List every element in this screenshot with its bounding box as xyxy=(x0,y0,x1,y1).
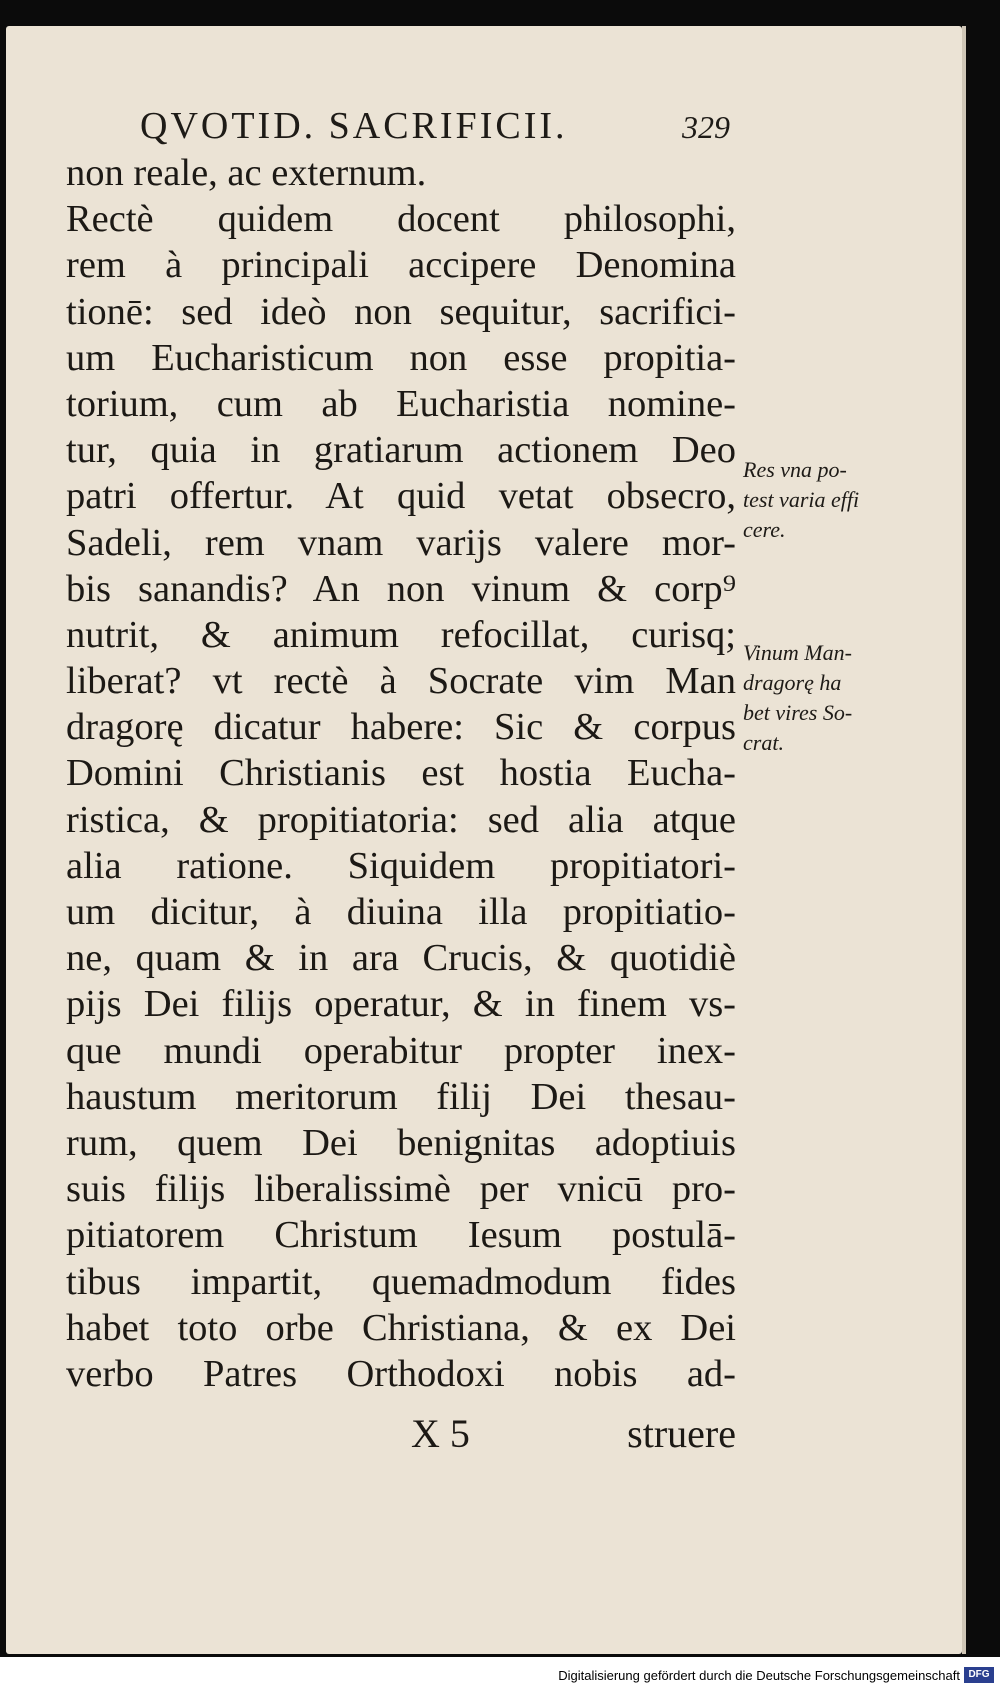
margin-note-line: cere. xyxy=(743,517,786,542)
text-line: verbo Patres Orthodoxi nobis ad- xyxy=(66,1352,736,1395)
margin-note-line: Vinum Man- xyxy=(743,640,852,665)
dfg-logo: DFG xyxy=(964,1667,994,1683)
margin-note-2 xyxy=(743,638,908,758)
main-text xyxy=(66,150,736,1397)
text-line: non reale, ac externum. xyxy=(66,152,427,194)
text-line: suis filijs liberalissimè per vnicū pro- xyxy=(66,1168,736,1211)
running-head-title: QVOTID. SACRIFICII. xyxy=(140,105,568,147)
margin-note-line: test varia effi xyxy=(743,487,860,512)
text-line: tur, quia in gratiarum actionem Deo xyxy=(66,429,736,472)
text-line: bis sanandis? An non vinum & corp⁹ xyxy=(66,567,736,610)
footer-bar xyxy=(0,1657,1000,1689)
text-line: Rectè quidem docent philosophi, xyxy=(66,198,736,241)
text-line: Sadeli, rem vnam varijs valere mor- xyxy=(66,521,736,564)
text-line: dragorę dicatur habere: Sic & corpus xyxy=(66,706,736,749)
text-line: rum, quem Dei benignitas adoptiuis xyxy=(66,1121,736,1164)
text-line: pitiatorem Christum Iesum postulā- xyxy=(66,1214,736,1257)
margin-note-line: crat. xyxy=(743,730,784,755)
text-line: rem à principali accipere Denomina xyxy=(66,244,736,287)
page-edge xyxy=(962,26,966,1654)
margin-note-line: bet vires So- xyxy=(743,700,853,725)
text-line: Domini Christianis est hostia Eucha- xyxy=(66,752,736,795)
text-line: patri offertur. At quid vetat obsecro, xyxy=(66,475,736,518)
text-line: que mundi operabitur propter inex- xyxy=(66,1029,736,1072)
margin-note-line: dragorę ha xyxy=(743,670,842,695)
text-line: alia ratione. Siquidem propitiatori- xyxy=(66,844,736,887)
text-line: tibus impartit, quemadmodum fides xyxy=(66,1260,736,1303)
text-line: um dicitur, à diuina illa propitiatio- xyxy=(66,891,736,933)
text-line: tionē: sed ideò non sequitur, sacrifici- xyxy=(66,290,736,333)
text-line: ne, quam & in ara Crucis, & quotidiè xyxy=(66,937,736,980)
text-line: habet toto orbe Christiana, & ex Dei xyxy=(66,1306,736,1349)
text-line: nutrit, & animum refocillat, curisq; xyxy=(66,613,736,656)
text-line: pijs Dei filijs operatur, & in finem vs- xyxy=(66,983,736,1026)
margin-note-line: Res vna po- xyxy=(743,457,847,482)
text-line: haustum meritorum filij Dei thesau- xyxy=(66,1075,736,1118)
text-line: um Eucharisticum non esse propitia- xyxy=(66,336,736,379)
text-line: liberat? vt rectè à Socrate vim Man xyxy=(66,660,736,703)
catchword: struere xyxy=(627,1411,736,1456)
margin-note-1 xyxy=(743,455,908,545)
running-head xyxy=(140,104,730,148)
page-number: 329 xyxy=(682,109,730,145)
footer-credit: Digitalisierung gefördert durch die Deutsche Forschungsgemeinschaft xyxy=(558,1668,960,1683)
text-line: ristica, & propitiatoria: sed alia atque xyxy=(66,798,736,841)
text-line: torium, cum ab Eucharistia nomine- xyxy=(66,382,736,425)
signature-mark: X 5 xyxy=(411,1411,470,1456)
